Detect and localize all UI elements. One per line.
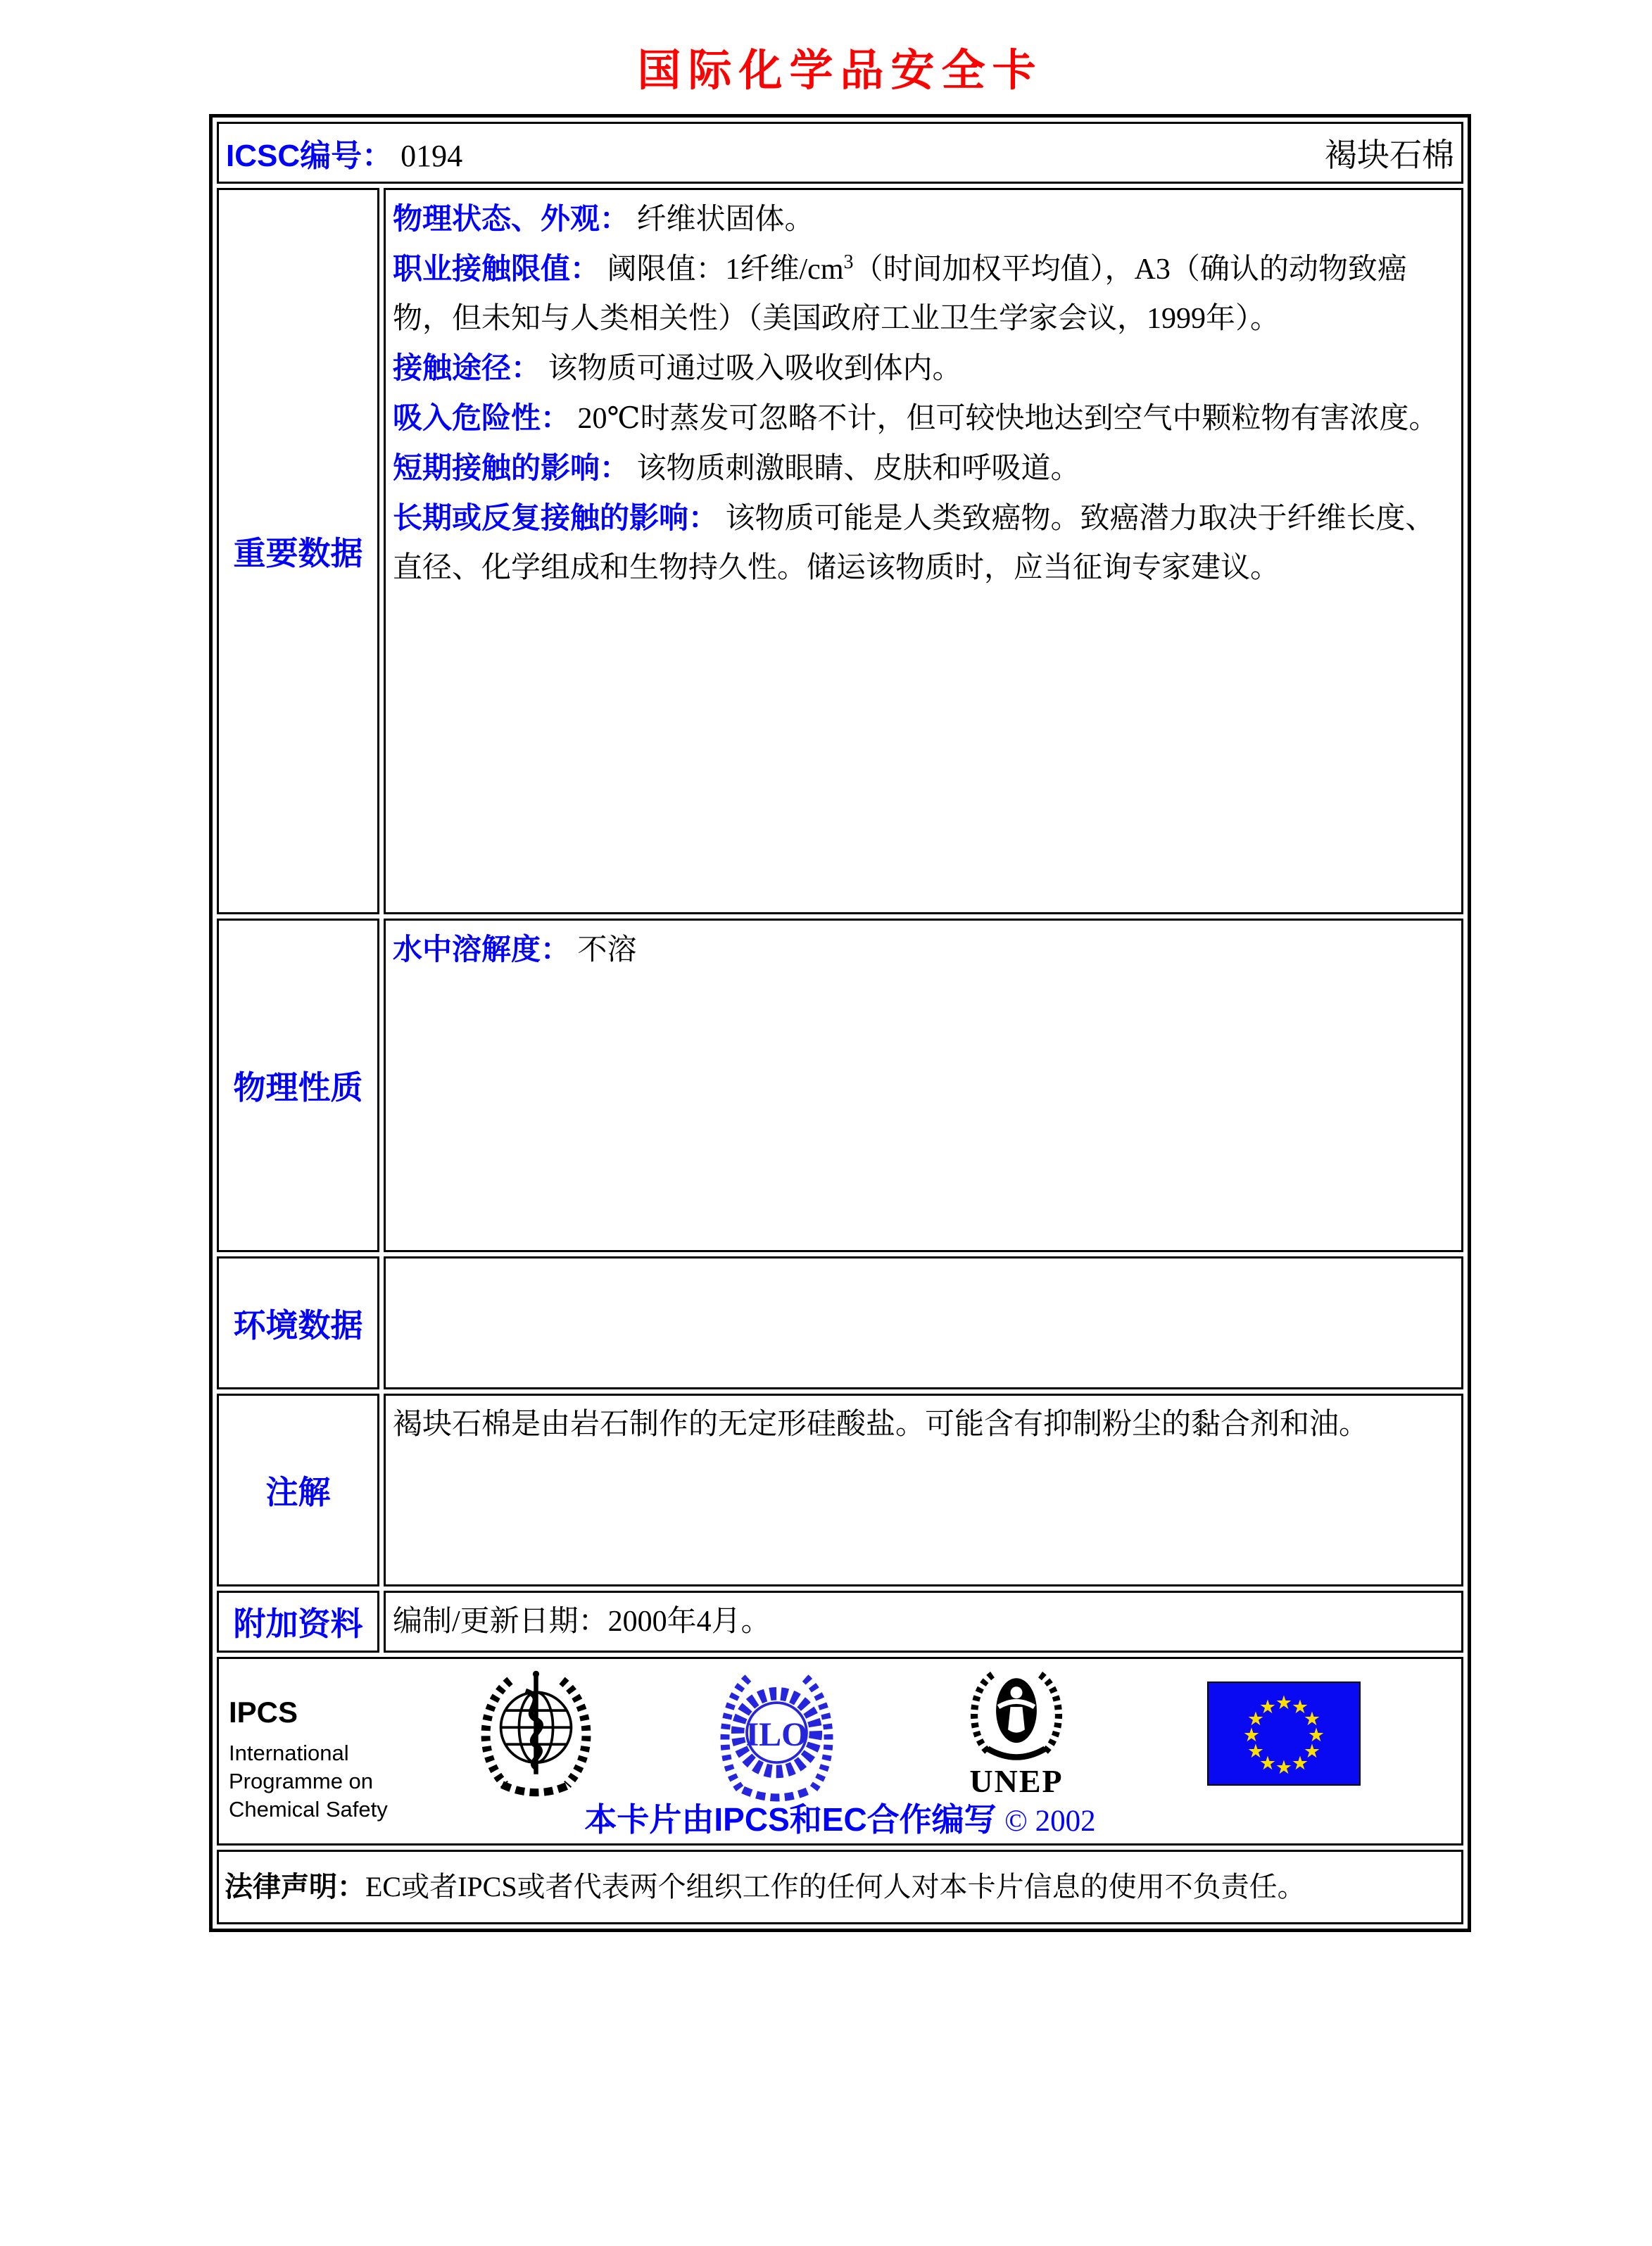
exposure-routes-text: 该物质可通过吸入吸收到体内。 xyxy=(548,353,962,385)
physical-properties-row xyxy=(217,919,1463,1252)
important-data-label: 重要数据 xyxy=(217,188,379,914)
icsc-number-label: ICSC编号： xyxy=(226,139,393,173)
water-solubility-text: 不溶 xyxy=(577,934,637,966)
physical-properties-content xyxy=(384,919,1463,1252)
copyright-main-text: 本卡片由IPCS和EC合作编写 xyxy=(584,1801,997,1838)
chemical-name: 褐块石棉 xyxy=(1325,137,1454,173)
additional-info-label: 附加资料 xyxy=(217,1591,379,1653)
environmental-data-label: 环境数据 xyxy=(217,1256,379,1389)
exposure-routes-label: 接触途径： xyxy=(393,351,541,384)
short-term-effects-item xyxy=(393,443,1454,493)
additional-info-content: 编制/更新日期：2000年4月。 xyxy=(384,1591,1463,1653)
svg-text:★: ★ xyxy=(1242,1724,1261,1746)
environmental-data-content xyxy=(384,1256,1463,1389)
svg-text:★: ★ xyxy=(1291,1696,1309,1718)
icsc-number-group xyxy=(226,130,462,175)
physical-state-text: 纤维状固体。 xyxy=(636,203,814,236)
exposure-routes-item xyxy=(393,343,1454,393)
logos-row xyxy=(217,1657,1463,1846)
icsc-card-table xyxy=(209,114,1471,1932)
unep-logo-icon xyxy=(957,1667,1076,1800)
ipcs-acronym: IPCS xyxy=(229,1696,298,1729)
inhalation-risk-label: 吸入危险性： xyxy=(393,401,571,434)
page-title: 国际化学品安全卡 xyxy=(637,46,1043,95)
occupational-exposure-label: 职业接触限值： xyxy=(393,252,600,285)
important-data-content xyxy=(384,188,1463,914)
occupational-exposure-text-2: （时间加权平均值），A3（确认的动物致癌物，但未知与人类相关性）（美国政府工业卫生学家会议，1999年）。 xyxy=(393,253,1407,335)
long-term-effects-item xyxy=(393,493,1454,593)
svg-text:★: ★ xyxy=(1247,1741,1265,1762)
legal-cell xyxy=(217,1850,1463,1924)
additional-info-row xyxy=(217,1591,1463,1653)
legal-text: EC或者IPCS或者代表两个组织工作的任何人对本卡片信息的使用不负责任。 xyxy=(365,1871,1306,1903)
copyright-year: © 2002 xyxy=(1004,1805,1096,1838)
long-term-effects-text: 该物质可能是人类致癌物。致癌潜力取决于纤维长度、直径、化学组成和生物持久性。储运该物质时，应当征询专家建议。 xyxy=(393,503,1435,584)
cm3-superscript: 3 xyxy=(843,251,854,273)
copyright-line xyxy=(219,1794,1461,1841)
who-logo-icon xyxy=(471,1667,601,1812)
notes-content: 褐块石棉是由岩石制作的无定形硅酸盐。可能含有抑制粉尘的黏合剂和油。 xyxy=(384,1394,1463,1586)
environmental-data-row xyxy=(217,1256,1463,1389)
ilo-logo-text: ILO xyxy=(745,1716,808,1754)
occupational-exposure-text-1: 阈限值：1纤维/cm xyxy=(607,253,844,286)
physical-state-item xyxy=(393,194,1454,244)
short-term-effects-text: 该物质刺激眼睛、皮肤和呼吸道。 xyxy=(636,453,1080,485)
ipcs-line-3: Chemical Safety xyxy=(229,1797,388,1822)
logos-cell xyxy=(217,1657,1463,1846)
physical-properties-label: 物理性质 xyxy=(217,919,379,1252)
svg-text:★: ★ xyxy=(1303,1708,1321,1730)
svg-text:★: ★ xyxy=(1291,1753,1309,1774)
legal-row xyxy=(217,1850,1463,1924)
svg-text:★: ★ xyxy=(1259,1696,1277,1718)
ipcs-line-1: International xyxy=(229,1741,349,1765)
unep-logo-text: UNEP xyxy=(969,1763,1064,1799)
svg-text:★: ★ xyxy=(1307,1724,1325,1746)
notes-row xyxy=(217,1394,1463,1586)
eu-flag-icon xyxy=(1207,1682,1361,1789)
occupational-exposure-item xyxy=(393,244,1454,343)
inhalation-risk-item xyxy=(393,393,1454,443)
svg-text:★: ★ xyxy=(1303,1741,1321,1762)
ilo-logo-icon xyxy=(712,1670,842,1809)
svg-text:★: ★ xyxy=(1275,1692,1293,1714)
physical-state-label: 物理状态、外观： xyxy=(393,202,630,235)
important-data-row xyxy=(217,188,1463,914)
short-term-effects-label: 短期接触的影响： xyxy=(393,451,630,484)
legal-line xyxy=(225,1869,1456,1905)
inhalation-risk-text: 20℃时蒸发可忽略不计，但可较快地达到空气中颗粒物有害浓度。 xyxy=(577,403,1439,435)
long-term-effects-label: 长期或反复接触的影响： xyxy=(393,501,719,534)
header-cell xyxy=(217,122,1463,184)
icsc-number-value: 0194 xyxy=(401,139,463,173)
ipcs-line-2: Programme on xyxy=(229,1769,374,1793)
notes-label: 注解 xyxy=(217,1394,379,1586)
water-solubility-label: 水中溶解度： xyxy=(393,933,571,966)
header-row xyxy=(217,122,1463,184)
svg-text:★: ★ xyxy=(1275,1757,1293,1779)
water-solubility-item xyxy=(393,925,1454,975)
legal-label: 法律声明： xyxy=(225,1872,365,1903)
svg-text:★: ★ xyxy=(1247,1708,1265,1730)
svg-text:★: ★ xyxy=(1259,1753,1277,1774)
